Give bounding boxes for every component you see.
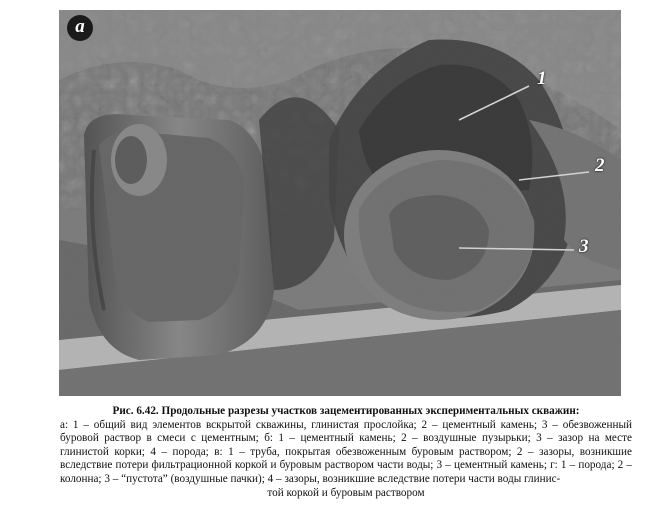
panel-letter-badge: a	[67, 15, 93, 41]
caption-title: Рис. 6.42. Продольные разрезы участков зацементированных экспериментальных скважин:	[112, 405, 580, 417]
caption-last-line: той коркой и буровым раствором	[267, 486, 425, 499]
figure-caption	[60, 405, 632, 500]
core-photograph	[59, 10, 621, 396]
caption-body: а: 1 – общий вид элементов вскрытой скважины, глинистая прослойка; 2 – цементный камень; 3 – обезвоженный буровой раствор в смеси с цементным; б: 1 – цементный камень; 2 – воздушные пузырьки; 3 – зазор на месте глинистой корки; 4 – порода; в: 1 – труба, покрытая обезвоженным буровым раствором; 2 – зазоры, возникшие вследствие потери фильтрационной коркой и буровым раствором части воды; 3 – цементный камень; г: 1 – порода; 2 – колонна; 3 – “пустота” (воздушные пачки); 4 – зазоры, возникшие вследствие потери части воды глинис-	[60, 418, 632, 485]
callout-label-3: 3	[579, 236, 589, 257]
callout-label-1: 1	[537, 68, 547, 89]
callout-label-2: 2	[595, 155, 605, 176]
